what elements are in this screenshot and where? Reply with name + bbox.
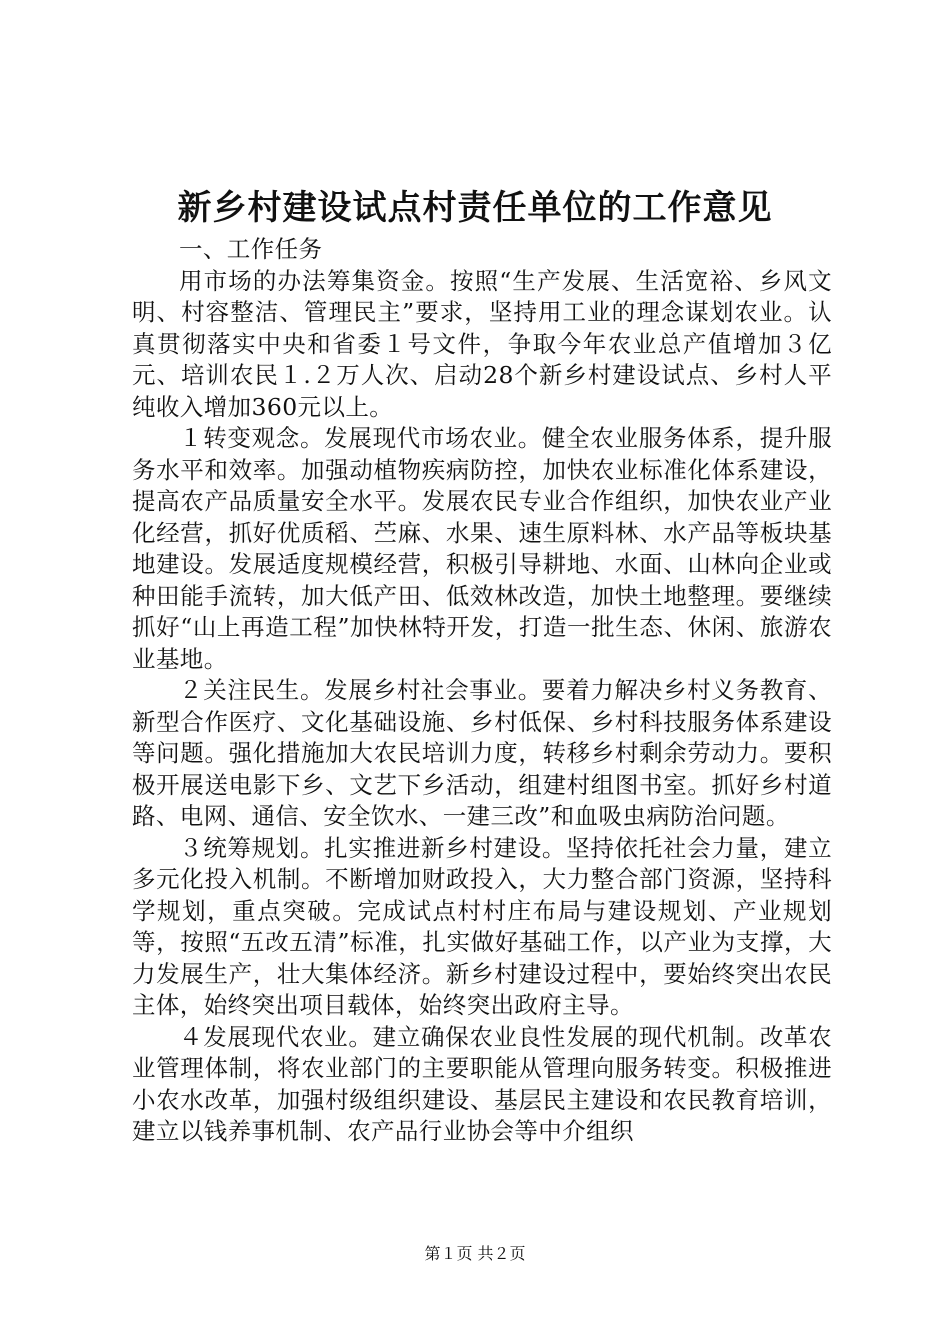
document-body — [132, 234, 832, 1148]
paragraph-item-4: ４发展现代农业。建立确保农业良性发展的现代机制。改革农业管理体制，将农业部门的主要职能从管理向服务转变。积极推进小农水改革，加强村级组织建设、基层民主建设和农民教育培训，建立以钱养事机制、农产品行业协会等中介组织 — [132, 1022, 832, 1145]
paragraph-item-3: ３统筹规划。扎实推进新乡村建设。坚持依托社会力量，建立多元化投入机制。不断增加财政投入，大力整合部门资源，坚持科学规划，重点突破。完成试点村村庄布局与建设规划、产业规划等，按照“五改五清”标准，扎实做好基础工作，以产业为支撑，大力发展生产，壮大集体经济。新乡村建设过程中，要始终突出农民主体，始终突出项目载体，始终突出政府主导。 — [132, 833, 832, 1019]
paragraph-item-1: １转变观念。发展现代市场农业。健全农业服务体系，提升服务水平和效率。加强动植物疾病防控，加快农业标准化体系建设，提高农产品质量安全水平。发展农民专业合作组织，加快农业产业化经营，抓好优质稻、苎麻、水果、速生原料林、水产品等板块基地建设。发展适度规模经营，积极引导耕地、水面、山林向企业或种田能手流转，加大低产田、低效林改造，加快土地整理。要继续抓好“山上再造工程”加快林特开发，打造一批生态、休闲、旅游农业基地。 — [132, 424, 832, 673]
paragraph-intro: 用市场的办法筹集资金。按照“生产发展、生活宽裕、乡风文明、村容整洁、管理民主”要求，坚持用工业的理念谋划农业。认真贯彻落实中央和省委１号文件，争取今年农业总产值增加３亿元、培训农民１.２万人次、启动28个新乡村建设试点、乡村人平纯收入增加360元以上。 — [132, 266, 832, 421]
document-title: 新乡村建设试点村责任单位的工作意见 — [177, 188, 773, 228]
page-footer: 第１页 共２页 — [424, 1244, 526, 1263]
paragraph-item-2: ２关注民生。发展乡村社会事业。要着力解决乡村义务教育、新型合作医疗、文化基础设施、乡村低保、乡村科技服务体系建设等问题。强化措施加大农民培训力度，转移乡村剩余劳动力。要积极开展送电影下乡、文艺下乡活动，组建村组图书室。抓好乡村道路、电网、通信、安全饮水、一建三改”和血吸虫病防治问题。 — [132, 676, 832, 830]
section-heading: 一、工作任务 — [179, 235, 323, 263]
